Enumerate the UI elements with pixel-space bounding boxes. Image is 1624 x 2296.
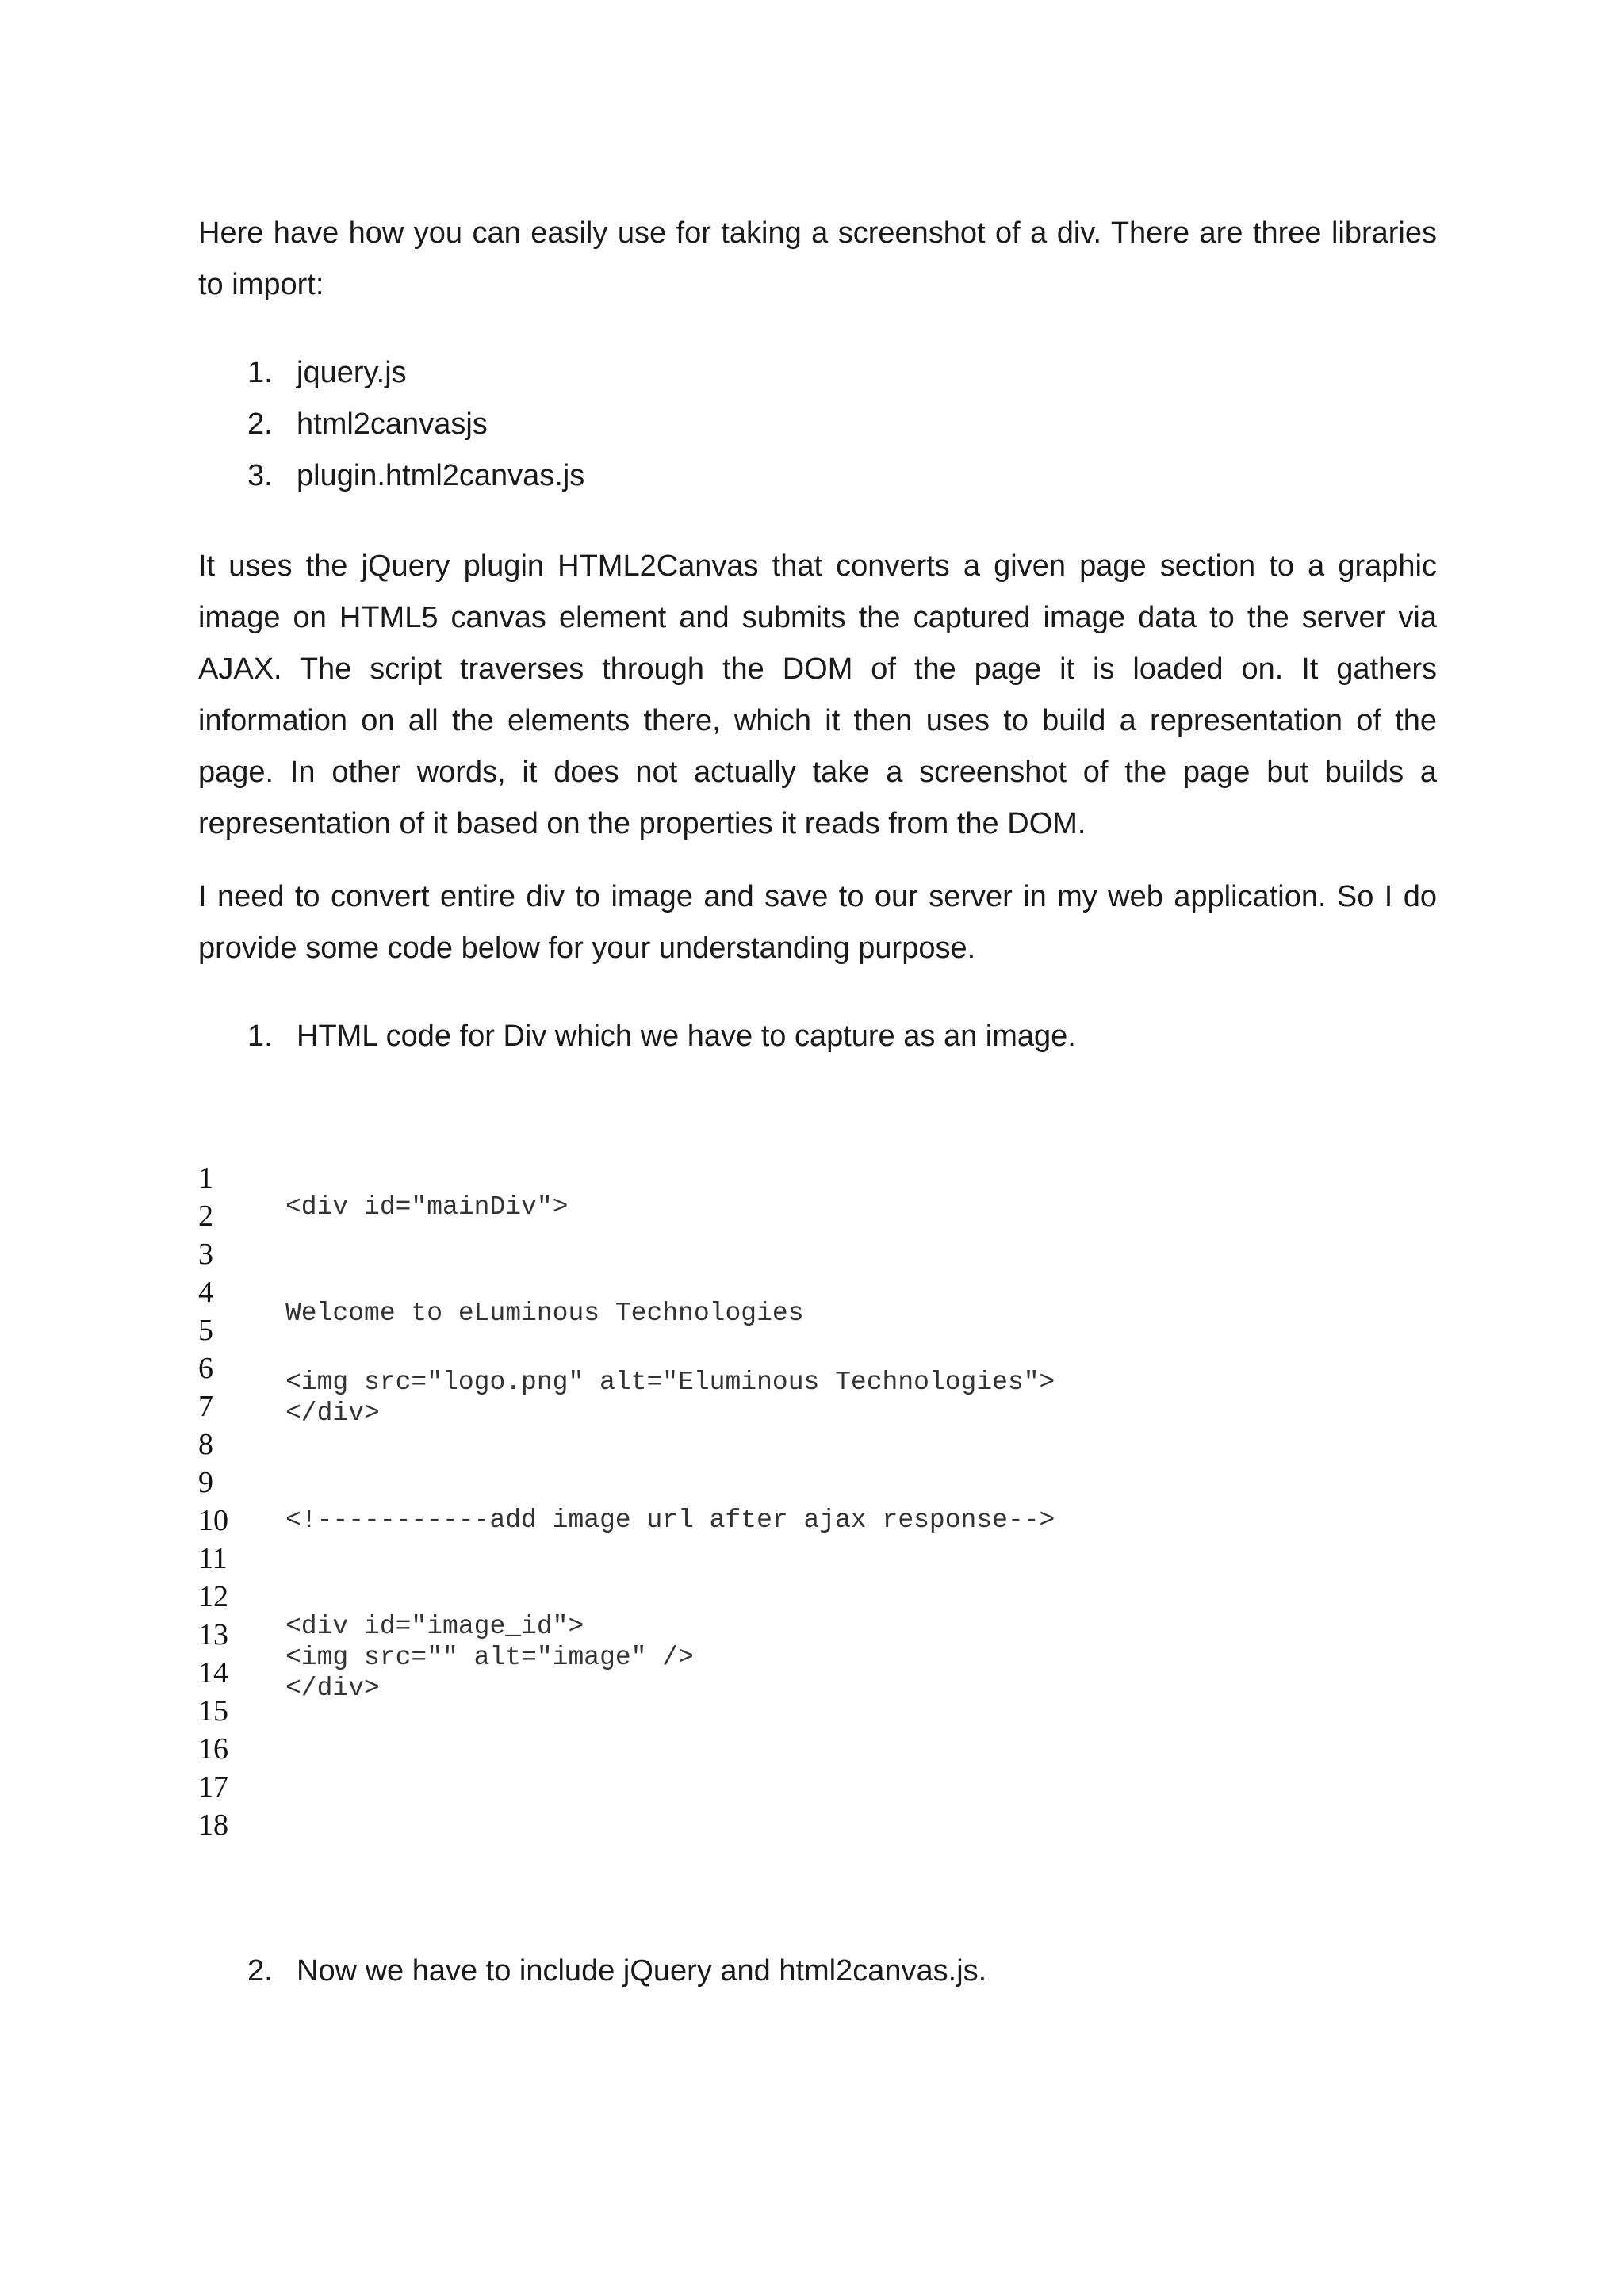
list-item — [198, 399, 1437, 450]
list-number: 3. — [247, 459, 273, 492]
code-welcome-text: Welcome to eLuminous Technologies — [285, 1299, 804, 1328]
intro-paragraph: Here have how you can easily use for taking a screenshot of a div. There are three libraries to import: — [198, 216, 1437, 301]
line-number: 2 — [198, 1200, 213, 1233]
list-item-text: HTML code for Div which we have to capture as an image. — [297, 1020, 1076, 1053]
step1-list — [198, 1011, 1437, 1062]
line-number: 17 — [198, 1770, 228, 1804]
list-number: 2. — [247, 1954, 273, 1988]
list-item — [198, 347, 1437, 399]
need-paragraph: I need to convert entire div to image and save to our server in my web application. So I do provide some code below for your understanding purpose. — [198, 880, 1437, 965]
list-item — [198, 1946, 1437, 1997]
line-number: 14 — [198, 1656, 228, 1689]
list-number: 1. — [247, 1020, 273, 1053]
line-number: 15 — [198, 1694, 228, 1728]
line-number: 8 — [198, 1428, 213, 1461]
code-div-close: </div> — [285, 1399, 380, 1428]
code-div-open: <div id="mainDiv"> — [285, 1192, 569, 1222]
libraries-list — [198, 347, 1437, 502]
description-paragraph: It uses the jQuery plugin HTML2Canvas that converts a given page section to a graphic image on HTML5 canvas element and submits the captured image data to the server via AJAX. The script traverses through the DOM of the page it is loaded on. It gathers information on all the elements there, which it then uses to build a representation of the page. In other words, it does not actually take a screenshot of the page but builds a representation of it based on the properties it reads from the DOM. — [198, 549, 1437, 840]
step2-list — [198, 1946, 1437, 1997]
list-item-text: Now we have to include jQuery and html2canvas.js. — [297, 1954, 987, 1988]
code-div-close: </div> — [285, 1674, 380, 1703]
line-number: 13 — [198, 1618, 228, 1651]
code-img-logo: <img src="logo.png" alt="Eluminous Technologies"> — [285, 1368, 1055, 1397]
line-number: 16 — [198, 1732, 228, 1766]
line-number: 3 — [198, 1238, 213, 1271]
list-item-text: html2canvasjs — [297, 408, 488, 441]
code-line-numbers — [198, 1159, 262, 1844]
line-number: 10 — [198, 1504, 228, 1537]
code-div-image-open: <div id="image_id"> — [285, 1612, 584, 1641]
line-number: 7 — [198, 1390, 213, 1423]
line-number: 5 — [198, 1314, 213, 1347]
line-number: 12 — [198, 1580, 228, 1613]
line-number: 6 — [198, 1352, 213, 1385]
list-item — [198, 1011, 1437, 1062]
line-number: 1 — [198, 1161, 213, 1195]
line-number: 11 — [198, 1542, 228, 1575]
line-number: 18 — [198, 1808, 228, 1842]
code-img-empty: <img src="" alt="image" /> — [285, 1643, 694, 1672]
list-item-text: jquery.js — [297, 356, 407, 389]
line-number: 9 — [198, 1466, 213, 1499]
list-item-text: plugin.html2canvas.js — [297, 459, 585, 492]
list-number: 2. — [247, 408, 273, 441]
code-comment: <!-----------add image url after ajax response--> — [285, 1506, 1055, 1535]
list-item — [198, 450, 1437, 502]
list-number: 1. — [247, 356, 273, 389]
line-number: 4 — [198, 1276, 213, 1309]
